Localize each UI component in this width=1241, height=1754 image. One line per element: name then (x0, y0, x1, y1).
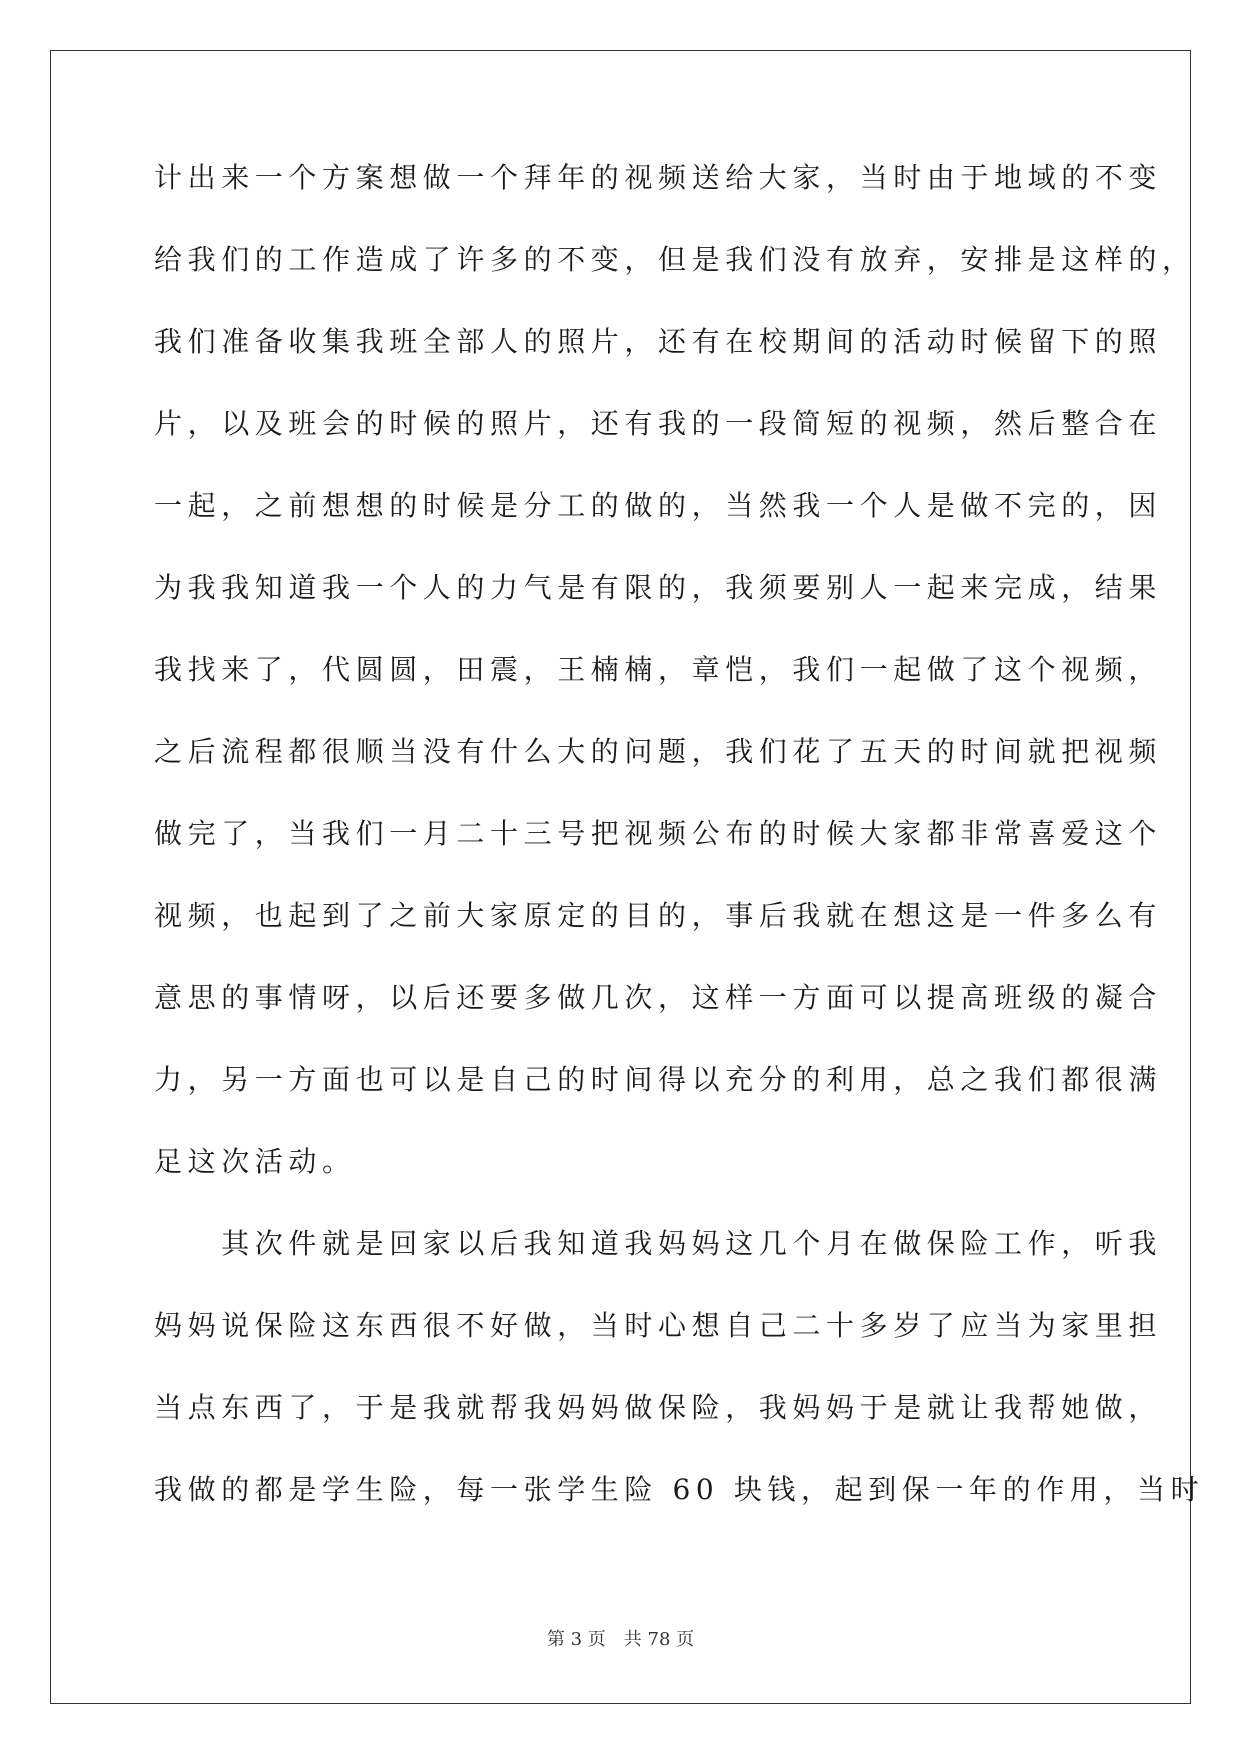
text-line: 足这次活动。 (154, 1145, 356, 1178)
text-line: 为我我知道我一个人的力气是有限的，我须要别人一起来完成，结果 (154, 571, 1163, 604)
text-line: 我找来了，代圆圆，田震，王楠楠，章恺，我们一起做了这个视频， (154, 653, 1163, 686)
text-line: 我做的都是学生险，每一张学生险 60 块钱，起到保一年的作用，当时 (154, 1473, 1205, 1506)
text-line: 片，以及班会的时候的照片，还有我的一段简短的视频，然后整合在 (154, 407, 1163, 440)
text-line: 其次件就是回家以后我知道我妈妈这几个月在做保险工作，听我 (154, 1227, 1163, 1260)
text-line: 之后流程都很顺当没有什么大的问题，我们花了五天的时间就把视频 (154, 735, 1163, 768)
text-line: 给我们的工作造成了许多的不变，但是我们没有放弃，安排是这样的， (154, 243, 1196, 276)
page-footer (0, 1625, 1241, 1651)
text-line: 当点东西了，于是我就帮我妈妈做保险，我妈妈于是就让我帮她做， (154, 1391, 1163, 1424)
text-line: 意思的事情呀，以后还要多做几次，这样一方面可以提高班级的凝合 (154, 981, 1163, 1014)
text-line: 妈妈说保险这东西很不好做，当时心想自己二十多岁了应当为家里担 (154, 1309, 1163, 1342)
text-line: 一起，之前想想的时候是分工的做的，当然我一个人是做不完的，因 (154, 489, 1163, 522)
page-number: 第 3 页 共 78 页 (546, 1629, 695, 1650)
text-line: 视频，也起到了之前大家原定的目的，事后我就在想这是一件多么有 (154, 899, 1163, 932)
text-line: 计出来一个方案想做一个拜年的视频送给大家，当时由于地域的不变 (154, 161, 1163, 194)
text-line: 我们准备收集我班全部人的照片，还有在校期间的活动时候留下的照 (154, 325, 1163, 358)
text-line: 做完了，当我们一月二十三号把视频公布的时候大家都非常喜爱这个 (154, 817, 1163, 850)
document-body (154, 158, 1205, 1552)
text-line: 力，另一方面也可以是自己的时间得以充分的利用，总之我们都很满 (154, 1063, 1163, 1096)
